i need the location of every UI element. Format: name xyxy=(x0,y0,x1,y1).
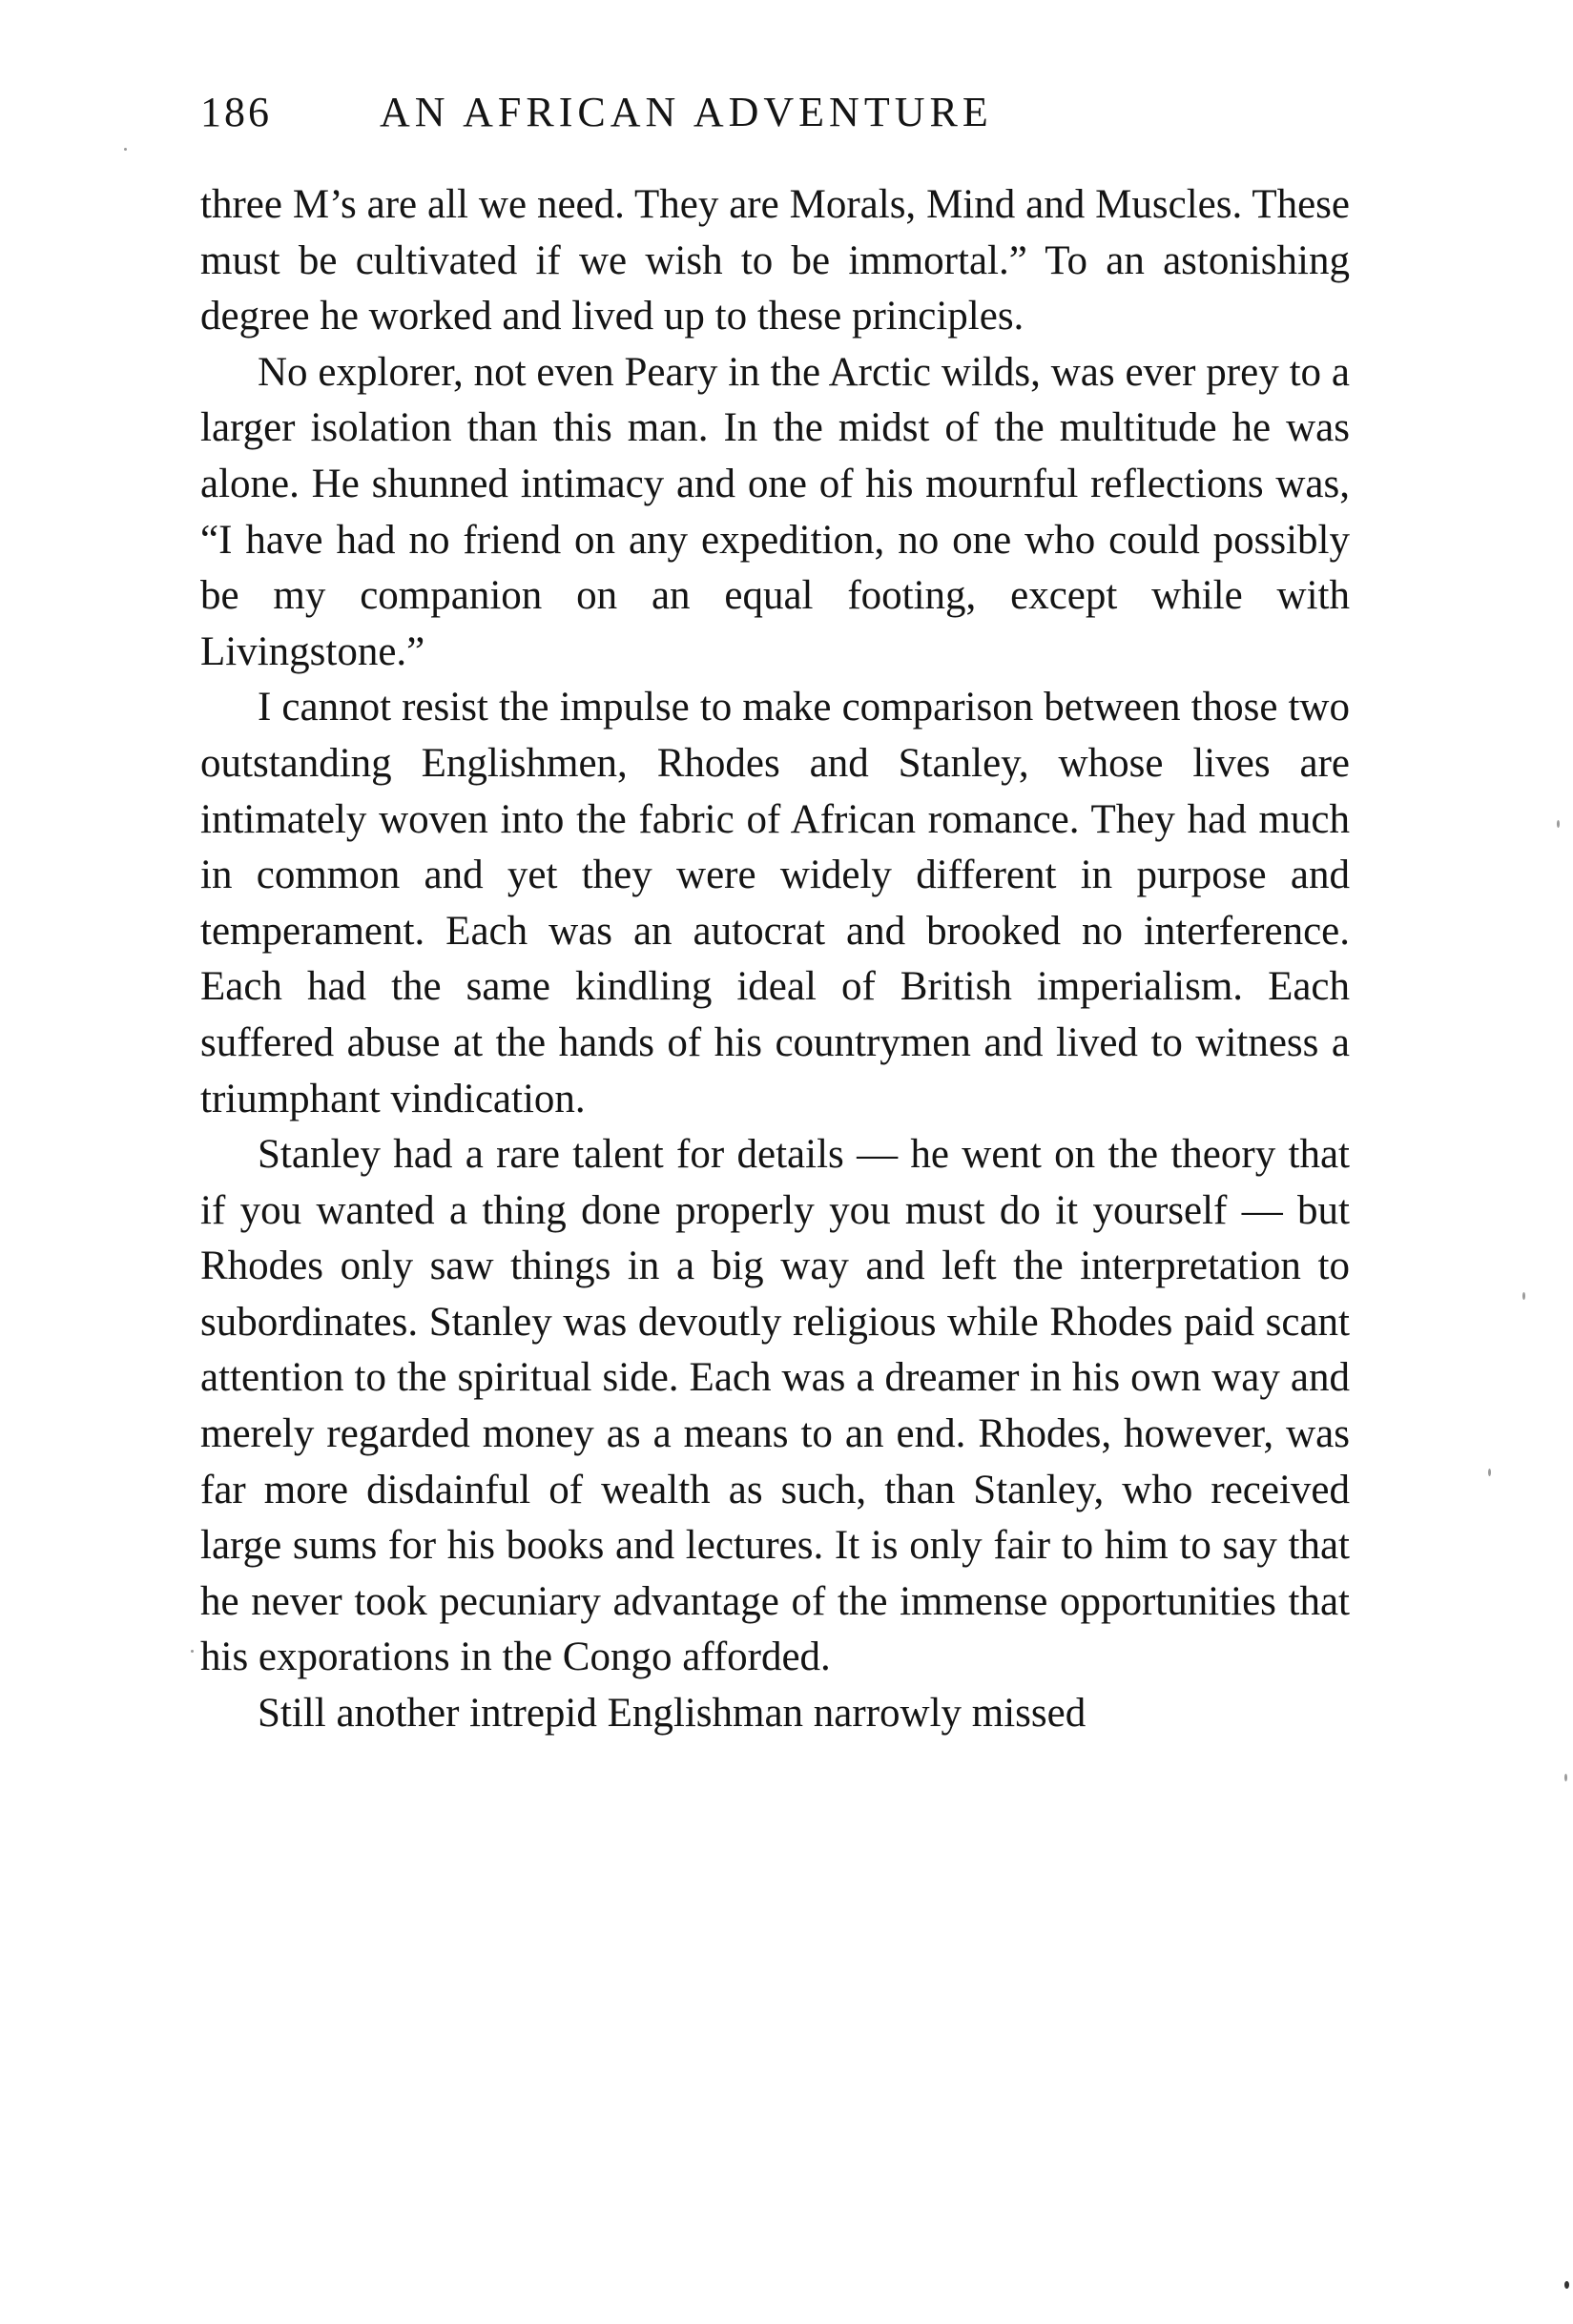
scan-speck xyxy=(124,148,127,151)
scan-speck xyxy=(1522,1292,1525,1300)
running-title: AN AFRICAN ADVENTURE xyxy=(380,89,993,135)
scan-speck xyxy=(1564,1774,1567,1781)
body-text xyxy=(200,177,1350,1742)
scan-speck xyxy=(191,1650,194,1653)
scan-speck xyxy=(1557,820,1560,828)
paragraph-explorer-isolation: No explorer, not even Peary in the Arctic wilds, was ever prey to a larger isolation than this man. In the midst of the multitude he was alone. He shunned intimacy and one of his mournful reflections was, “I have had no friend on any expedition, no one who could possibly be my companion on an equal footing, except while with Livingstone.” xyxy=(200,349,1350,674)
paragraph-another-englishman: Still another intrepid Englishman narrowly missed xyxy=(258,1691,1087,1737)
paragraph-continuation: three M’s are all we need. They are Morals, Mind and Muscles. These must be cultivated if we wish to be immortal.” To an astonishing degree he worked and lived up to these principles. xyxy=(200,182,1350,339)
page-header xyxy=(200,88,1164,154)
scan-speck xyxy=(1564,2281,1569,2289)
paragraph-rhodes-stanley-comparison: I cannot resist the impulse to make comparison between those two outstanding Englishmen, Rhodes and Stanley, whose lives are intimately woven into the fabric of African romance. They had much in common and yet they were widely different in purpose and temperament. Each was an autocrat and brooked no interference. Each had the same kindling ideal of British imperialism. Each suffered abuse at the hands of his countrymen and lived to witness a triumphant vindication. xyxy=(200,685,1350,1121)
paragraph-stanley-details: Stanley had a rare talent for details — he went on the theory that if you wanted a thing done properly you must do it yourself — but Rhodes only saw things in a big way and left the interpretation to subordinates. Stanley was devoutly religious while Rhodes paid scant attention to the spiritual side. Each was a dreamer in his own way and merely regarded money as a means to an end. Rhodes, however, was far more disdainful of wealth as such, than Stanley, who received large sums for his books and lectures. It is only fair to him to say that he never took pecuniary advantage of the immense opportunities that his exporations in the Congo afforded. xyxy=(200,1132,1350,1680)
page-number: 186 xyxy=(200,89,272,135)
scan-speck xyxy=(1488,1469,1491,1476)
